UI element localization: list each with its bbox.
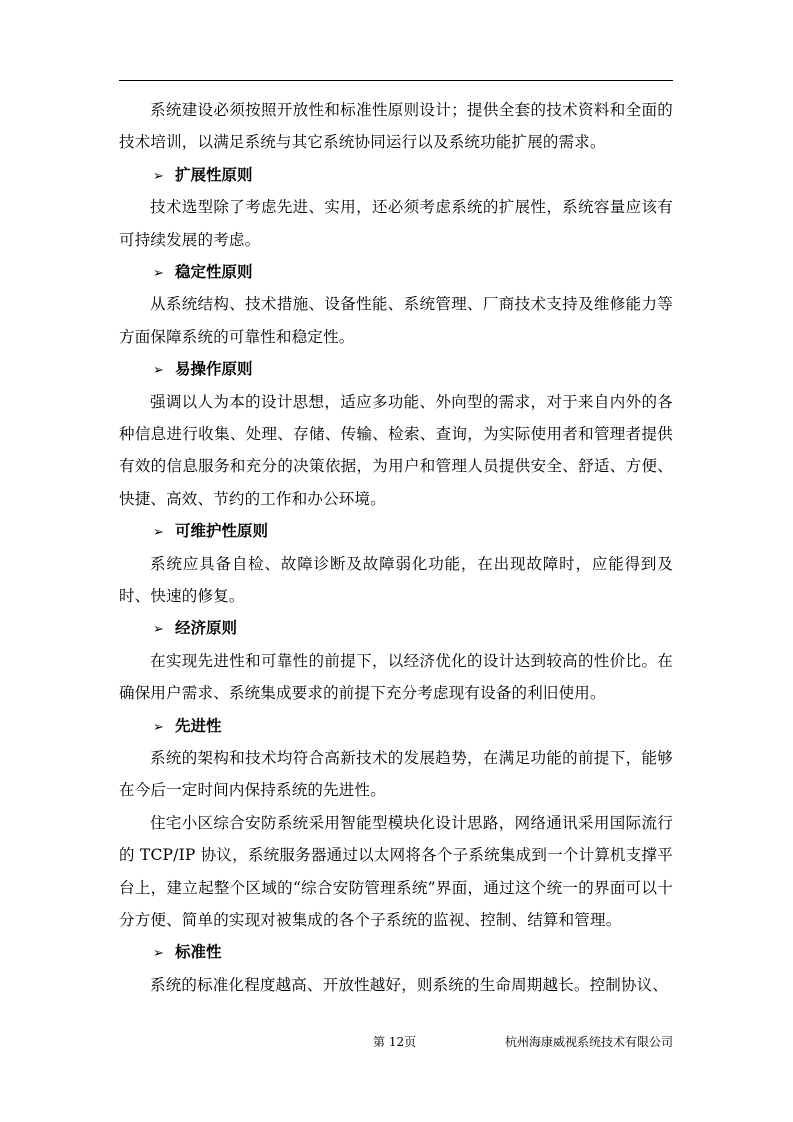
section-heading	[119, 159, 673, 191]
document-body	[119, 94, 673, 1001]
arrowhead-bullet-icon: ➢	[153, 719, 164, 735]
paragraph: 技术选型除了考虑先进、实用，还必须考虑系统的扩展性，系统容量应该有可持续发展的考虑。	[119, 198, 673, 249]
heading-text: 易操作原则	[175, 360, 253, 379]
paragraph: 在实现先进性和可靠性的前提下，以经济优化的设计达到较高的性价比。在确保用户需求、系统集成要求的前提下充分考虑现有设备的利旧使用。	[119, 651, 673, 703]
page-footer	[119, 1032, 673, 1052]
section-heading	[119, 256, 673, 288]
section-heading	[119, 353, 673, 385]
arrowhead-bullet-icon: ➢	[153, 168, 164, 184]
heading-text: 经济原则	[175, 619, 238, 638]
arrowhead-bullet-icon: ➢	[153, 946, 164, 962]
company-name: 杭州海康威视系统技术有限公司	[504, 1035, 673, 1049]
section-heading	[119, 936, 673, 968]
page-number: 第 12页	[373, 1035, 417, 1049]
arrowhead-bullet-icon: ➢	[153, 622, 164, 638]
heading-text: 扩展性原则	[175, 165, 253, 184]
section-heading	[119, 515, 673, 547]
arrowhead-bullet-icon: ➢	[153, 363, 164, 379]
heading-text: 稳定性原则	[175, 263, 253, 282]
heading-text: 先进性	[175, 716, 222, 735]
arrowhead-bullet-icon: ➢	[153, 266, 164, 282]
paragraph: 系统建设必须按照开放性和标准性原则设计；提供全套的技术资料和全面的技术培训，以满足系统与其它系统协同运行以及系统功能扩展的需求。	[119, 101, 673, 152]
paragraph: 系统的标准化程度越高、开放性越好，则系统的生命周期越长。控制协议、	[150, 975, 669, 994]
arrowhead-bullet-icon: ➢	[153, 525, 164, 541]
header-rule	[119, 80, 673, 81]
section-heading	[119, 612, 673, 644]
paragraph: 系统应具备自检、故障诊断及故障弱化功能，在出现故障时，应能得到及时、快速的修复。	[119, 554, 673, 606]
paragraph: 强调以人为本的设计思想，适应多功能、外向型的需求，对于来自内外的各种信息进行收集、处理、存储、传输、检索、查询，为实际使用者和管理者提供有效的信息服务和充分的决策依据，为用户和管理人员提供安全、舒适、方便、快捷、高效、节约的工作和办公环境。	[119, 392, 673, 508]
paragraph: 从系统结构、技术措施、设备性能、系统管理、厂商技术支持及维修能力等方面保障系统的可靠性和稳定性。	[119, 295, 673, 346]
section-heading	[119, 710, 673, 742]
heading-text: 标准性	[175, 943, 222, 962]
heading-text: 可维护性原则	[175, 522, 269, 541]
paragraph: 住宅小区综合安防系统采用智能型模块化设计思路，网络通讯采用国际流行的 TCP/IP 协议，系统服务器通过以太网将各个子系统集成到一个计算机支撑平台上，建立起整个区域的“综合安防管理系统”界面，通过这个统一的界面可以十分方便、简单的实现对被集成的各个子系统的监视、控制、结算和管理。	[119, 813, 673, 930]
paragraph: 系统的架构和技术均符合高新技术的发展趋势，在满足功能的前提下，能够在今后一定时间内保持系统的先进性。	[119, 749, 673, 800]
